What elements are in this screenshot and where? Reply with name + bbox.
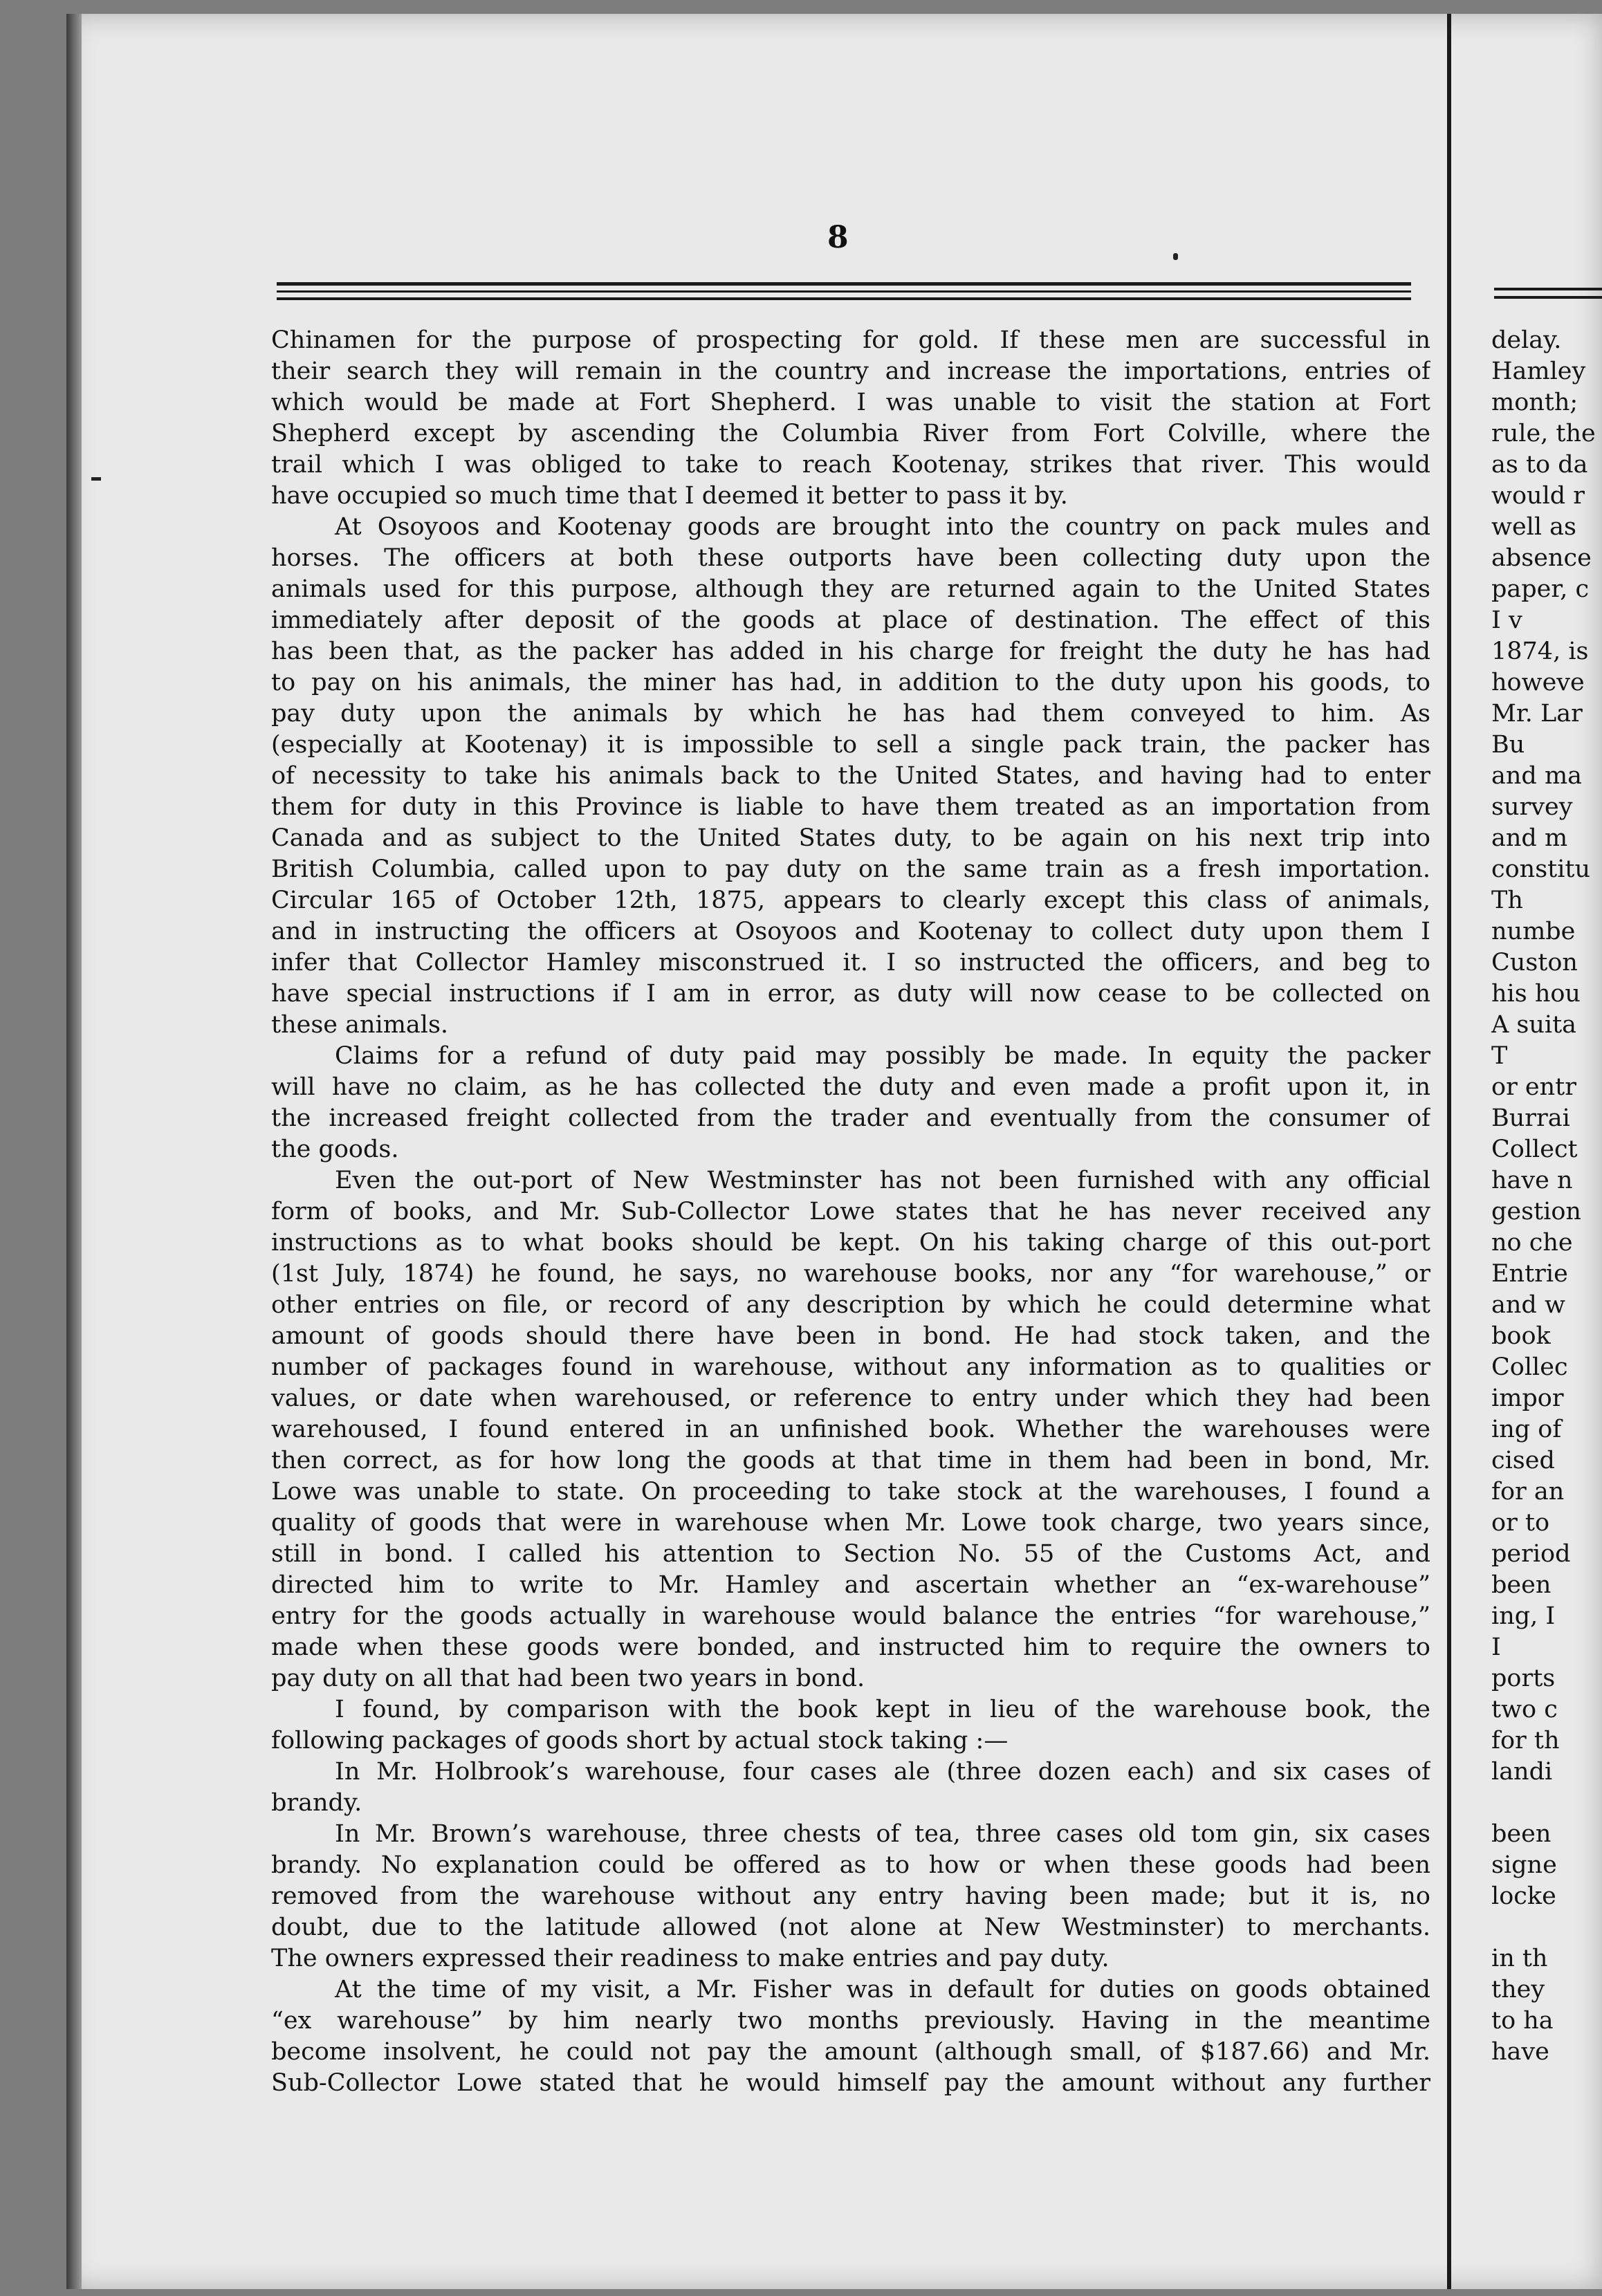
fragment-line: absence: [1491, 544, 1592, 572]
fragment-line: for an: [1491, 1478, 1565, 1506]
text-line: In Mr. Brown’s warehouse, three chests of tea, three cases old tom gin, six cases: [335, 1820, 1430, 1848]
fragment-line: T: [1491, 1042, 1508, 1070]
page-fold-divider: [1447, 14, 1451, 2289]
text-line: instructions as to what books should be kept. On his taking charge of this out-port: [271, 1229, 1430, 1257]
fragment-line: to ha: [1491, 2007, 1554, 2035]
text-line: The owners expressed their readiness to make entries and pay duty.: [271, 1945, 1110, 1972]
body-text: [271, 325, 1430, 2099]
fragment-line: have: [1491, 2038, 1549, 2066]
text-line: the goods.: [271, 1136, 399, 1163]
fragment-line: they: [1491, 1976, 1545, 2003]
header-rule: [277, 282, 1411, 286]
text-line: have occupied so much time that I deemed it better to pass it by.: [271, 482, 1068, 510]
text-line: to pay on his animals, the miner has had, in addition to the duty upon his goods, to: [271, 669, 1430, 696]
fragment-line: I: [1491, 1633, 1501, 1661]
text-line: made when these goods were bonded, and instructed him to require the owners to: [271, 1633, 1430, 1661]
fragment-line: cised: [1491, 1447, 1555, 1474]
fragment-line: I v: [1491, 607, 1522, 634]
text-line: I found, by comparison with the book kept in lieu of the warehouse book, the: [335, 1696, 1430, 1723]
text-line: brandy.: [271, 1789, 362, 1817]
text-line: number of packages found in warehouse, without any information as to qualities or: [271, 1353, 1430, 1381]
fragment-line: two c: [1491, 1696, 1558, 1723]
text-line: will have no claim, as he has collected the duty and even made a profit upon it, in: [271, 1073, 1430, 1101]
fragment-line: delay.: [1491, 326, 1562, 354]
page-number: 8: [827, 220, 849, 255]
text-line: them for duty in this Province is liable to have them treated as an importation from: [271, 793, 1430, 821]
fragment-line: signe: [1491, 1851, 1557, 1879]
fragment-line: 1874, is: [1491, 638, 1589, 665]
fragment-line: constitu: [1491, 855, 1591, 883]
text-line: other entries on file, or record of any description by which he could determine what: [271, 1291, 1430, 1319]
fragment-line: [1491, 1912, 1602, 1943]
text-line: At Osoyoos and Kootenay goods are brought into the country on pack mules and: [335, 513, 1430, 541]
header-rule: [277, 297, 1411, 300]
fragment-line: his hou: [1491, 980, 1581, 1008]
fragment-line: been: [1491, 1571, 1552, 1599]
header-rule: [277, 290, 1411, 293]
text-line: removed from the warehouse without any entry having been made; but it is, no: [271, 1882, 1430, 1910]
fragment-line: no che: [1491, 1229, 1573, 1257]
text-line: (1st July, 1874) he found, he says, no warehouse books, nor any “for warehouse,” or: [271, 1260, 1430, 1288]
text-line: (especially at Kootenay) it is impossible to sell a single pack train, the packer has: [271, 731, 1430, 759]
next-page-header-rule: [1494, 288, 1602, 290]
text-line: the increased freight collected from the trader and eventually from the consumer of: [271, 1104, 1430, 1132]
fragment-line: Collect: [1491, 1136, 1578, 1163]
fragment-line: Bu: [1491, 731, 1525, 759]
fragment-line: numbe: [1491, 918, 1576, 945]
text-line: their search they will remain in the country and increase the importations, entries of: [271, 358, 1430, 385]
text-line: Shepherd except by ascending the Columbia River from Fort Colville, where the: [271, 420, 1430, 447]
text-line: pay duty upon the animals by which he has had them conveyed to him. As: [271, 700, 1430, 728]
fragment-line: Th: [1491, 887, 1523, 914]
text-line: trail which I was obliged to take to reach Kootenay, strikes that river. This would: [271, 451, 1430, 479]
text-line: Claims for a refund of duty paid may possibly be made. In equity the packer: [335, 1042, 1430, 1070]
ink-speck: [1173, 253, 1178, 260]
fragment-line: Burrai: [1491, 1104, 1570, 1132]
fragment-line: for th: [1491, 1727, 1560, 1755]
fragment-line: Entrie: [1491, 1260, 1568, 1288]
text-line: Circular 165 of October 12th, 1875, appears to clearly except this class of animals,: [271, 887, 1430, 914]
text-line: values, or date when warehoused, or reference to entry under which they had been: [271, 1385, 1430, 1412]
text-line: these animals.: [271, 1011, 449, 1039]
fragment-line: and m: [1491, 824, 1568, 852]
text-line: Chinamen for the purpose of prospecting for gold. If these men are successful in: [271, 326, 1430, 354]
text-line: pay duty on all that had been two years in bond.: [271, 1665, 865, 1692]
fragment-line: and ma: [1491, 762, 1582, 790]
text-line: amount of goods should there have been in bond. He had stock taken, and the: [271, 1322, 1430, 1350]
fragment-line: well as: [1491, 513, 1577, 541]
fragment-line: period: [1491, 1540, 1571, 1568]
fragment-line: impor: [1491, 1385, 1564, 1412]
text-line: At the time of my visit, a Mr. Fisher was in default for duties on goods obtained: [335, 1976, 1430, 2003]
text-line: horses. The officers at both these outports have been collecting duty upon the: [271, 544, 1430, 572]
text-line: form of books, and Mr. Sub-Collector Lowe states that he has never received any: [271, 1198, 1430, 1225]
fragment-line: and w: [1491, 1291, 1565, 1319]
text-line: Lowe was unable to state. On proceeding to take stock at the warehouses, I found a: [271, 1478, 1430, 1506]
fragment-line: Collec: [1491, 1353, 1568, 1381]
fragment-line: A suita: [1491, 1011, 1577, 1039]
fragment-line: would r: [1491, 482, 1585, 510]
fragment-line: or entr: [1491, 1073, 1576, 1101]
fragment-line: book: [1491, 1322, 1551, 1350]
text-line: then correct, as for how long the goods at that time in them had been in bond, Mr.: [271, 1447, 1430, 1474]
fragment-line: ports: [1491, 1665, 1556, 1692]
text-line: Canada and as subject to the United States duty, to be again on his next trip into: [271, 824, 1430, 852]
text-line: which would be made at Fort Shepherd. I was unable to visit the station at Fort: [271, 389, 1430, 416]
text-line: doubt, due to the latitude allowed (not alone at New Westminster) to merchants.: [271, 1914, 1430, 1941]
fragment-line: Custon: [1491, 949, 1578, 976]
fragment-line: landi: [1491, 1758, 1553, 1786]
text-line: and in instructing the officers at Osoyoos and Kootenay to collect duty upon them I: [271, 918, 1430, 945]
fragment-line: in th: [1491, 1945, 1548, 1972]
fragment-line: [1491, 1788, 1602, 1819]
fragment-line: gestion: [1491, 1198, 1581, 1225]
text-line: animals used for this purpose, although they are returned again to the United States: [271, 575, 1430, 603]
text-line: In Mr. Holbrook’s warehouse, four cases ale (three dozen each) and six cases of: [335, 1758, 1430, 1786]
fragment-line: been: [1491, 1820, 1552, 1848]
fragment-line: survey: [1491, 793, 1573, 821]
fragment-line: or to: [1491, 1509, 1550, 1537]
text-line: “ex warehouse” by him nearly two months previously. Having in the meantime: [271, 2007, 1430, 2035]
fragment-line: locke: [1491, 1882, 1556, 1910]
fragment-line: have n: [1491, 1167, 1573, 1194]
text-line: infer that Collector Hamley misconstrued it. I so instructed the officers, and beg to: [271, 949, 1430, 976]
fragment-line: Mr. Lar: [1491, 700, 1583, 728]
text-line: still in bond. I called his attention to Section No. 55 of the Customs Act, and: [271, 1540, 1430, 1568]
text-line: Even the out-port of New Westminster has not been furnished with any official: [335, 1167, 1430, 1194]
text-line: of necessity to take his animals back to the United States, and having had to enter: [271, 762, 1430, 790]
fragment-line: month;: [1491, 389, 1578, 416]
text-line: Sub-Collector Lowe stated that he would himself pay the amount without any further: [271, 2069, 1430, 2097]
text-line: immediately after deposit of the goods at place of destination. The effect of this: [271, 607, 1430, 634]
text-line: quality of goods that were in warehouse when Mr. Lowe took charge, two years since,: [271, 1509, 1430, 1537]
margin-mark: [91, 477, 101, 481]
text-line: has been that, as the packer has added in his charge for freight the duty he has had: [271, 638, 1430, 665]
next-page-text-fragment: [1491, 325, 1602, 2068]
fragment-line: rule, the: [1491, 420, 1596, 447]
text-line: have special instructions if I am in error, as duty will now cease to be collected on: [271, 980, 1430, 1008]
text-line: following packages of goods short by actual stock taking :—: [271, 1727, 1009, 1755]
next-page-header-rule: [1494, 296, 1602, 299]
page-binding-edge: [66, 14, 82, 2289]
text-line: British Columbia, called upon to pay duty on the same train as a fresh importation.: [271, 855, 1430, 883]
text-line: warehoused, I found entered in an unfinished book. Whether the warehouses were: [271, 1416, 1430, 1443]
text-line: entry for the goods actually in warehouse would balance the entries “for warehouse,”: [271, 1602, 1430, 1630]
fragment-line: Hamley: [1491, 358, 1586, 385]
fragment-line: howeve: [1491, 669, 1585, 696]
text-line: become insolvent, he could not pay the amount (although small, of $187.66) and Mr.: [271, 2038, 1430, 2066]
text-line: directed him to write to Mr. Hamley and ascertain whether an “ex-warehouse”: [271, 1571, 1430, 1599]
fragment-line: ing of: [1491, 1416, 1562, 1443]
fragment-line: ing, I: [1491, 1602, 1556, 1630]
text-line: brandy. No explanation could be offered as to how or when these goods had been: [271, 1851, 1430, 1879]
fragment-line: paper, c: [1491, 575, 1590, 603]
fragment-line: as to da: [1491, 451, 1588, 479]
